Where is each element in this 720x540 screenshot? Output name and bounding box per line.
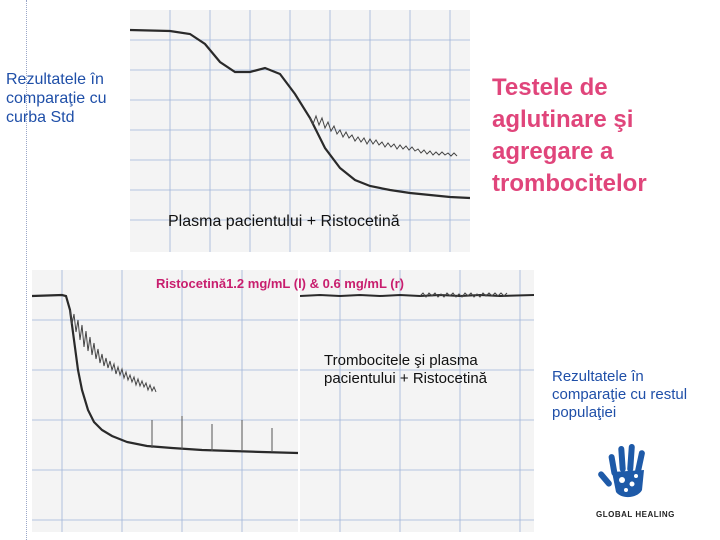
bottom-right-aggregation-trace bbox=[300, 270, 534, 532]
bottom-right-aggregation-chart bbox=[300, 270, 534, 532]
hand-logo-icon bbox=[598, 440, 658, 502]
global-healing-logo bbox=[592, 440, 692, 524]
top-chart-caption: Plasma pacientului + Ristocetină bbox=[168, 213, 400, 230]
std-curve-note: Rezultatele în comparaţie cu curba Std bbox=[6, 71, 107, 126]
bottom-chart-caption: Trombocitele şi plasma pacientului + Ristocetină bbox=[324, 352, 488, 387]
population-comparison-note: Rezultatele în comparaţie cu restul populaţiei bbox=[552, 368, 688, 421]
bottom-left-aggregation-chart bbox=[32, 270, 298, 532]
bottom-left-aggregation-trace bbox=[32, 270, 298, 532]
logo-text: GLOBAL HEALING bbox=[596, 510, 675, 519]
ristocetin-dose-caption: Ristocetină1.2 mg/mL (l) & 0.6 mg/mL (r) bbox=[156, 276, 405, 291]
slide-title: Testele de aglutinare şi agregare a trombocitelor bbox=[492, 74, 647, 197]
